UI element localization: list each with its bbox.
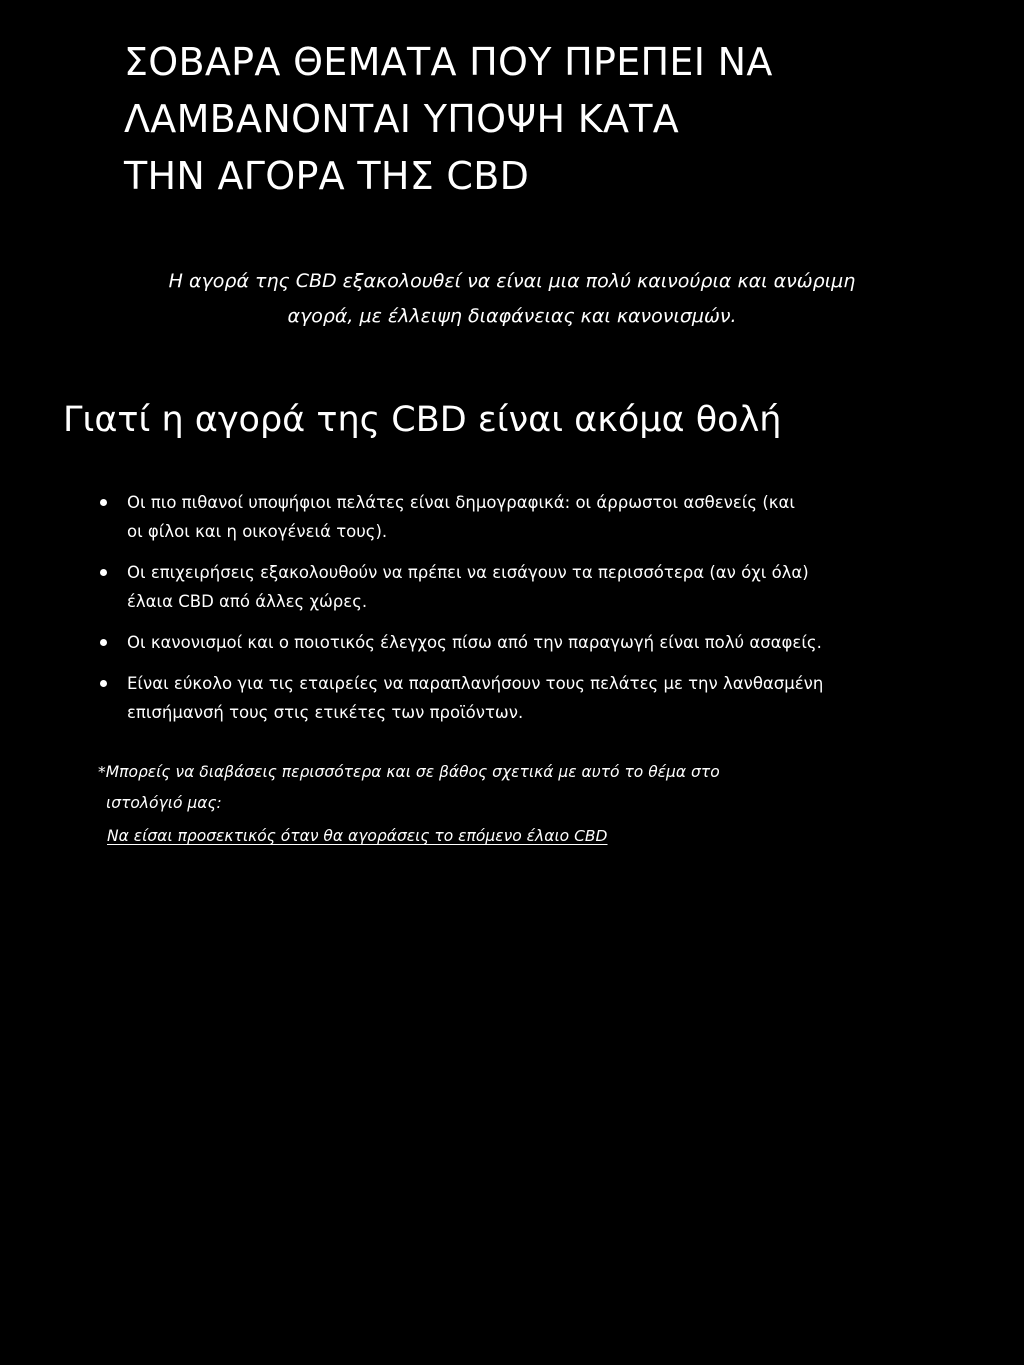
list-item-line: Οι επιχειρήσεις εξακολουθούν να πρέπει να εισάγουν τα περισσότερα (αν όχι όλα): [127, 563, 809, 582]
blog-note: [98, 757, 958, 819]
list-item: [100, 628, 960, 657]
list-item-line: Οι κανονισμοί και ο ποιοτικός έλεγχος πίσω από την παραγωγή είναι πολύ ασαφείς.: [127, 633, 822, 652]
list-item: [100, 669, 960, 727]
list-item-line: Οι πιο πιθανοί υποψήφιοι πελάτες είναι δημογραφικά: οι άρρωστοι ασθενείς (και: [127, 493, 795, 512]
list-item-line: επισήμανσή τους στις ετικέτες των προϊόντων.: [127, 703, 524, 722]
bullet-icon: [100, 680, 107, 687]
intro-paragraph: [60, 264, 964, 334]
bullet-list: [100, 488, 960, 739]
list-item: [100, 558, 960, 616]
bullet-icon: [100, 639, 107, 646]
bullet-icon: [100, 569, 107, 576]
blog-note-line: ιστολόγιό μας:: [106, 794, 222, 812]
section-heading: Γιατί η αγορά της CBD είναι ακόμα θολή: [63, 400, 782, 440]
page-title-line: ΤΗΝ ΑΓΟΡΑ ΤΗΣ CBD: [124, 154, 530, 198]
list-item-line: οι φίλοι και η οικογένειά τους).: [127, 522, 388, 541]
list-item: [100, 488, 960, 546]
page-title-line: ΣΟΒΑΡΑ ΘΕΜΑΤΑ ΠΟΥ ΠΡΕΠΕΙ ΝΑ: [124, 40, 773, 84]
blog-article-link[interactable]: Να είσαι προσεκτικός όταν θα αγοράσεις το επόμενο έλαιο CBD: [107, 827, 608, 845]
list-item-line: Είναι εύκολο για τις εταιρείες να παραπλανήσουν τους πελάτες με την λανθασμένη: [127, 674, 824, 693]
intro-line: Η αγορά της CBD εξακολουθεί να είναι μια πολύ καινούρια και ανώριμη: [168, 270, 856, 292]
list-item-line: έλαια CBD από άλλες χώρες.: [127, 592, 368, 611]
blog-note-line: *Μπορείς να διαβάσεις περισσότερα και σε βάθος σχετικά με αυτό το θέμα στο: [98, 763, 720, 781]
page-title-line: ΛΑΜΒΑΝΟΝΤΑΙ ΥΠΟΨΗ ΚΑΤΑ: [124, 97, 680, 141]
intro-line: αγορά, με έλλειψη διαφάνειας και κανονισμών.: [287, 305, 737, 327]
page-title: [124, 34, 944, 205]
bullet-icon: [100, 499, 107, 506]
